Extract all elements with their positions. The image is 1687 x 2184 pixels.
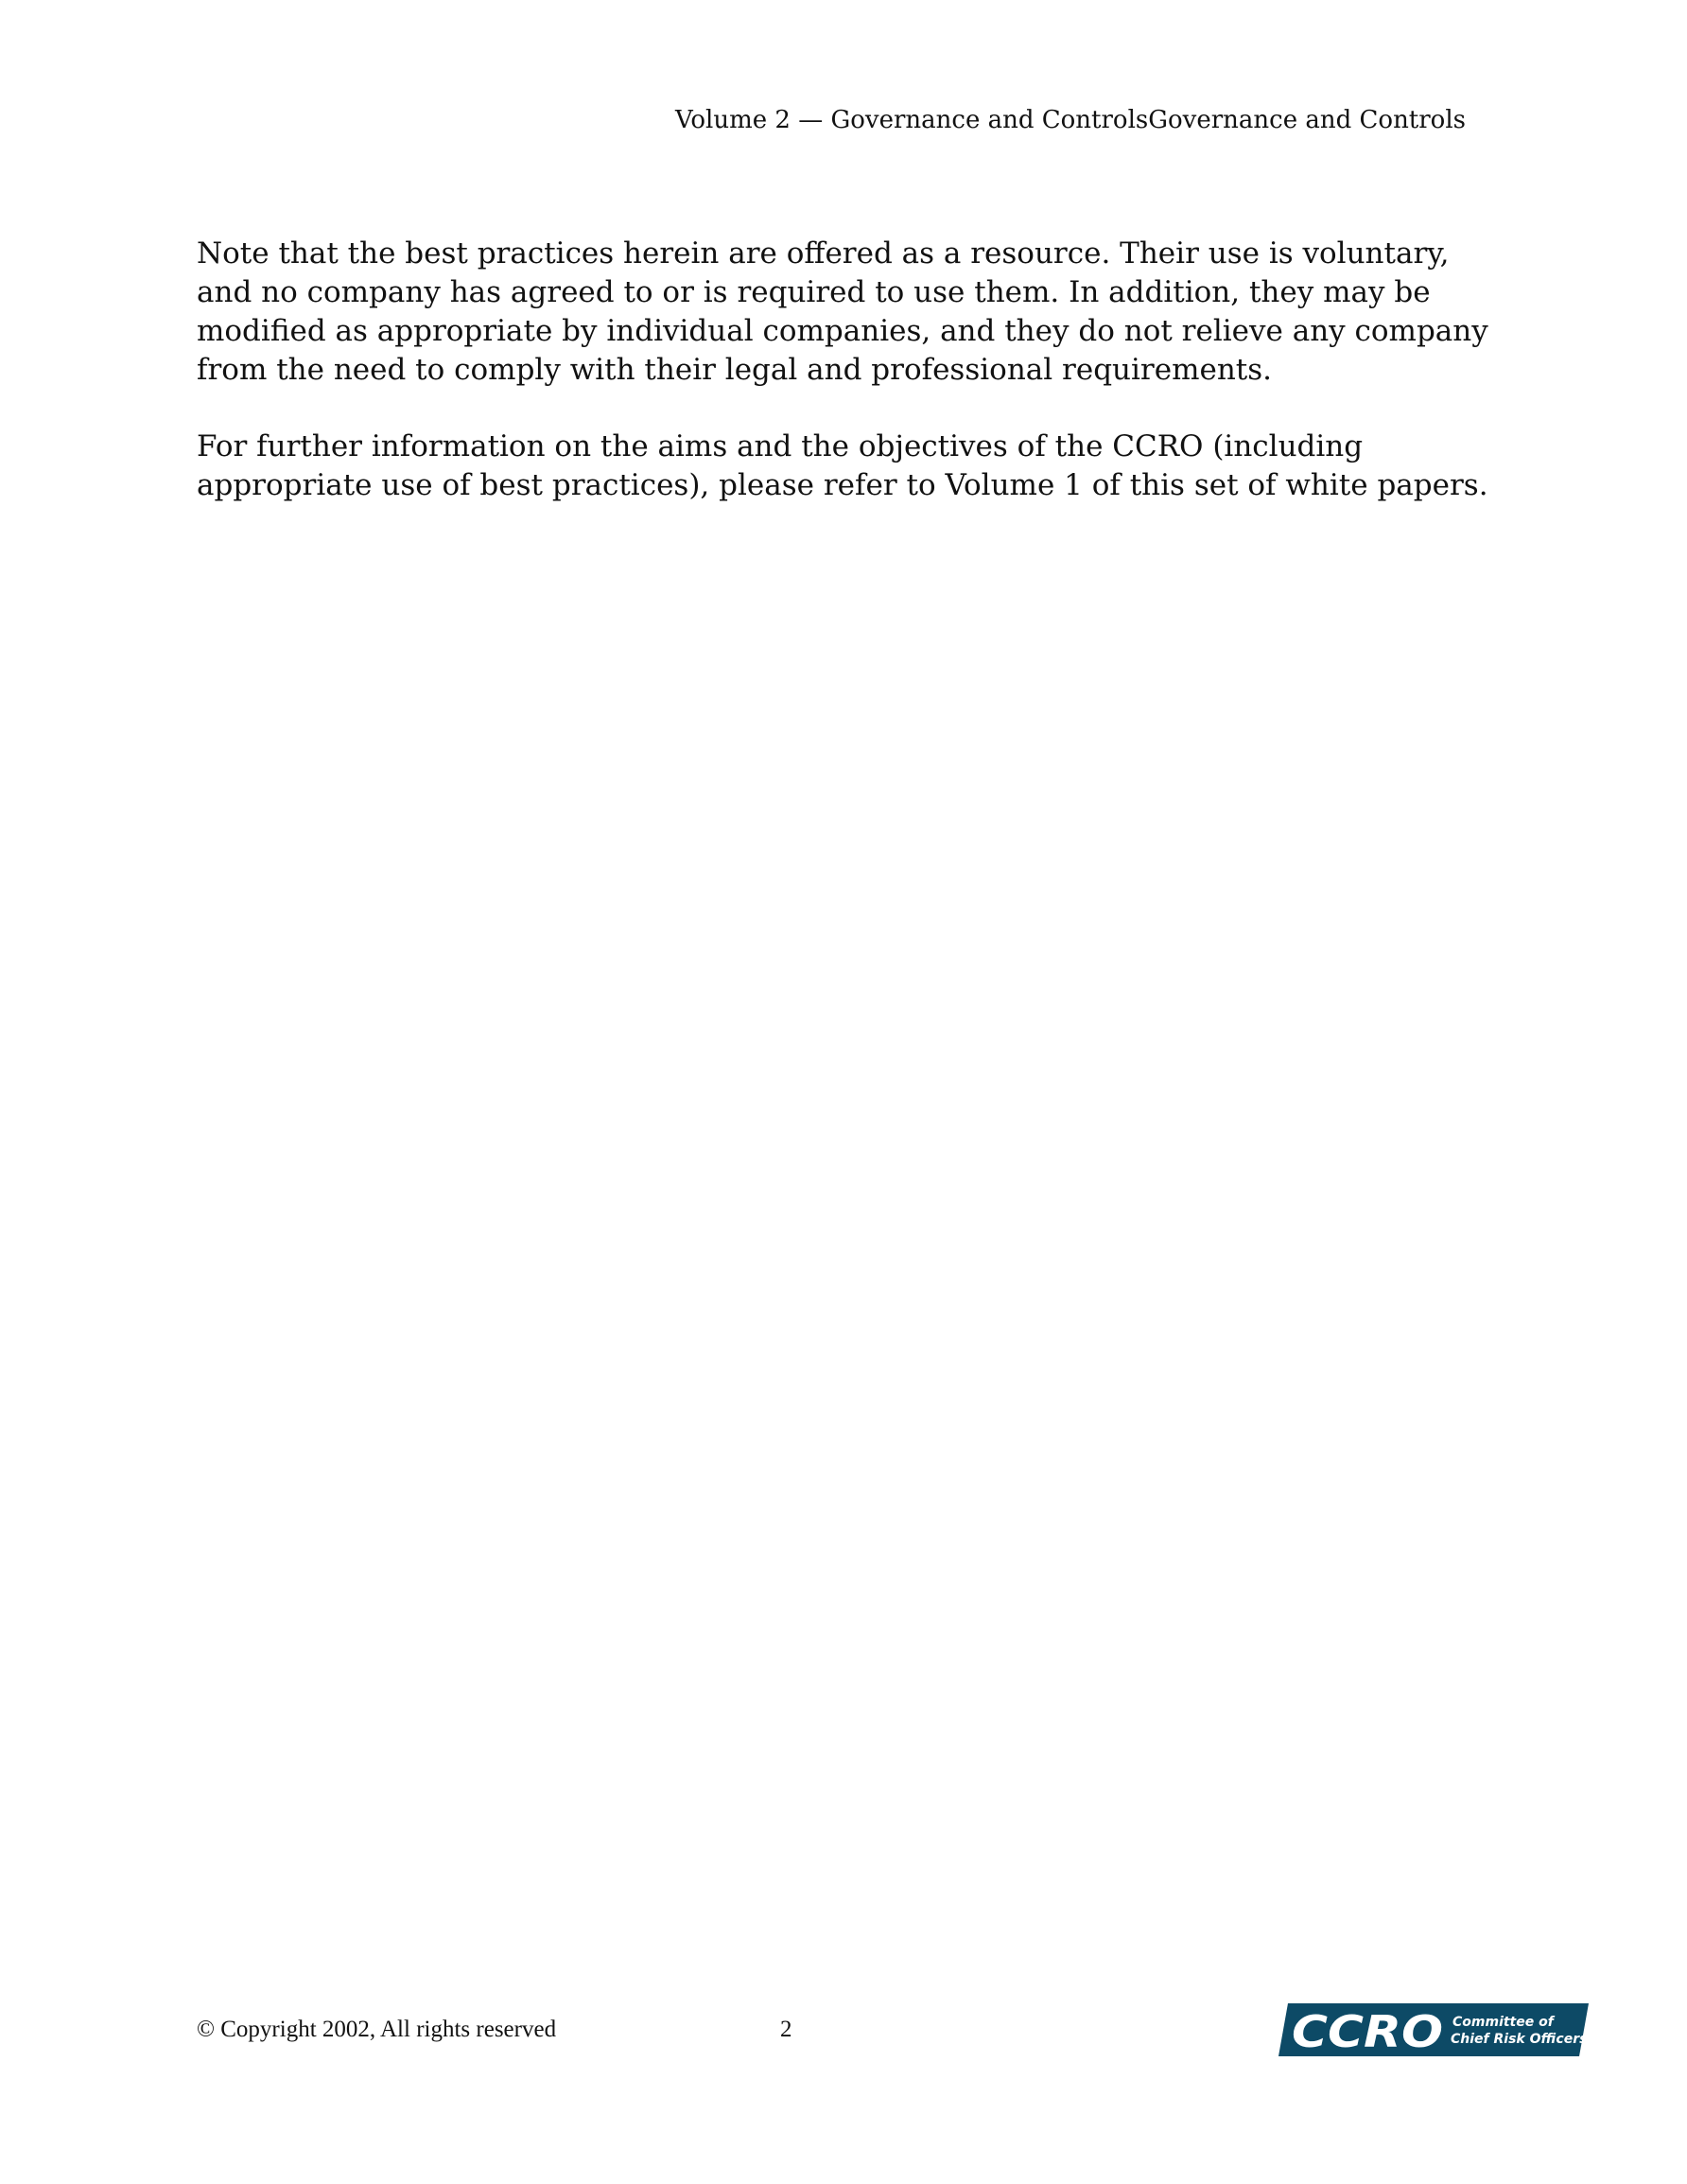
page-number: 2	[780, 2017, 792, 2042]
paragraph-further-info: For further information on the aims and the objectives of the CCRO (including appropriate use of best practices), please refer to Volume 1 of this set of white papers.	[197, 429, 1488, 502]
logo-tagline-line2: Chief Risk Officers	[1451, 2032, 1588, 2047]
footer-copyright: © Copyright 2002, All rights reserved	[197, 2017, 557, 2042]
logo-mark: CCRO	[1292, 2006, 1443, 2056]
logo-tagline-line1: Committee of	[1452, 2015, 1554, 2030]
paragraph-disclaimer: Note that the best practices herein are offered as a resource. Their use is voluntary, and no company has agreed to or is required to use them. In addition, they may be modified as appropriate by individual companies, and they do not relieve any company from the need to comply with their legal and professional requirements.	[197, 236, 1488, 387]
running-header: Volume 2 — Governance and ControlsGovernance and Controls	[674, 106, 1466, 134]
ccro-logo	[1278, 2003, 1589, 2056]
body-text	[197, 235, 1511, 543]
